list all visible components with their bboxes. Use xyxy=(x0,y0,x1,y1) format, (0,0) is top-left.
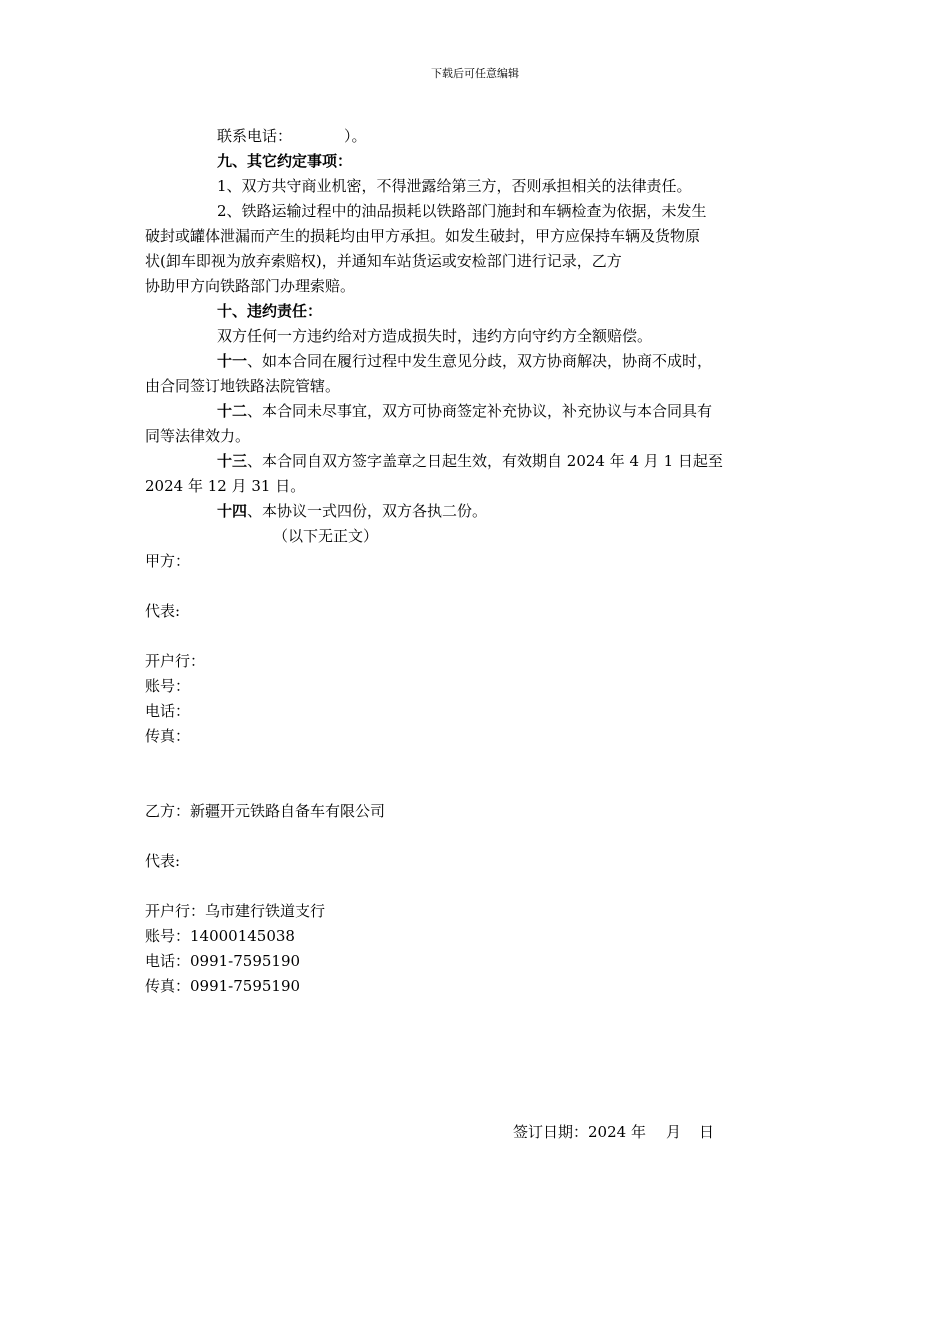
section9-item2-line4: 协助甲方向铁路部门办理索赔。 xyxy=(145,277,356,295)
section13-line1: 十三、本合同自双方签字盖章之日起生效，有效期自 2024 年 4 月 1 日起至 xyxy=(217,452,723,470)
section13-line2: 2024 年 12 月 31 日。 xyxy=(145,477,306,495)
section12-line1: 十二、本合同未尽事宜，双方可协商签定补充协议，补充协议与本合同具有 xyxy=(217,402,713,420)
party-a-account: 账号： xyxy=(145,677,191,695)
contract-body xyxy=(145,124,807,999)
section10-body: 双方任何一方违约给对方造成损失时，违约方向守约方全额赔偿。 xyxy=(217,327,653,345)
party-a-name: 甲方： xyxy=(145,552,191,570)
party-a-bank: 开户行： xyxy=(145,652,206,670)
section9-item2-line3: 状(卸车即视为放弃索赔权)，并通知车站货运或安检部门进行记录，乙方 xyxy=(145,252,622,270)
party-b-account: 账号：14000145038 xyxy=(145,927,295,945)
party-b-bank: 开户行：乌市建行铁道支行 xyxy=(145,902,326,920)
party-b-fax: 传真：0991-7595190 xyxy=(145,977,301,995)
section14-line1: 十四、本协议一式四份，双方各执二份。 xyxy=(217,502,488,520)
end-of-text-note: （以下无正文） xyxy=(273,527,379,545)
party-b-rep: 代表: xyxy=(145,852,181,870)
section9-item1: 1、双方共守商业机密，不得泄露给第三方，否则承担相关的法律责任。 xyxy=(217,177,692,195)
signing-date: 签订日期：2024 年 月 日 xyxy=(513,1123,714,1141)
party-a-phone: 电话： xyxy=(145,702,191,720)
header-text: 下载后可任意编辑 xyxy=(431,67,519,80)
page-header xyxy=(0,66,950,82)
section9-title: 九、其它约定事项： xyxy=(217,152,353,170)
section11-line2: 由合同签订地铁路法院管辖。 xyxy=(145,377,341,395)
contact-phone-line: 联系电话： ）。 xyxy=(217,127,367,145)
section9-item2-line2: 破封或罐体泄漏而产生的损耗均由甲方承担。如发生破封，甲方应保持车辆及货物原 xyxy=(145,227,701,245)
section9-item2-line1: 2、铁路运输过程中的油品损耗以铁路部门施封和车辆检查为依据，未发生 xyxy=(217,202,707,220)
party-b-name: 乙方：新疆开元铁路自备车有限公司 xyxy=(145,802,386,820)
party-a-fax: 传真： xyxy=(145,727,191,745)
party-b-phone: 电话：0991-7595190 xyxy=(145,952,301,970)
section12-line2: 同等法律效力。 xyxy=(145,427,251,445)
section11-line1: 十一、如本合同在履行过程中发生意见分歧，双方协商解决，协商不成时， xyxy=(217,352,713,370)
section10-title: 十、违约责任： xyxy=(217,302,323,320)
party-a-rep: 代表: xyxy=(145,602,181,620)
